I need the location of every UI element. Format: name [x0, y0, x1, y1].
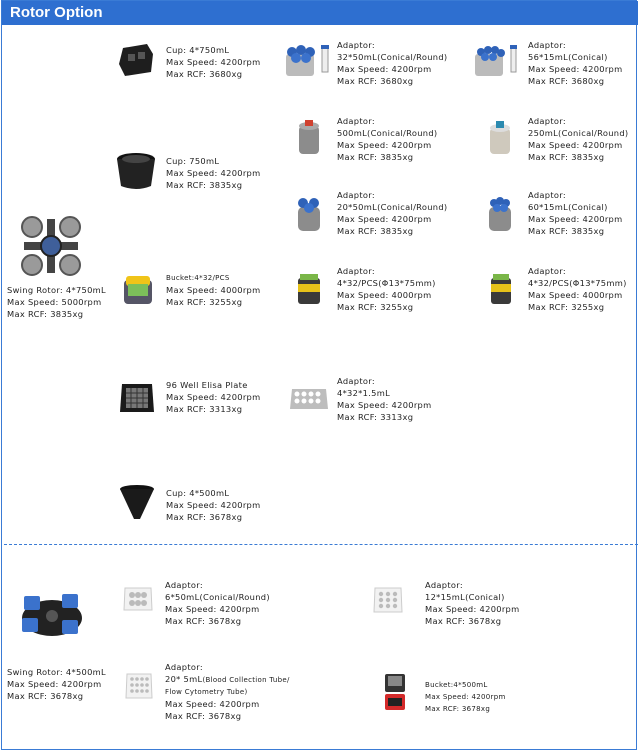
rotor-speed: Max Speed: 4200rpm [7, 679, 102, 689]
cup-4x500-specs [166, 487, 261, 523]
item-rcf: Max RCF: 3835xg [337, 152, 414, 162]
item-rcf: Max RCF: 3835xg [528, 226, 605, 236]
item-speed: Max Speed: 4200rpm [165, 604, 260, 614]
item-rcf: Max RCF: 3678xg [166, 512, 243, 522]
item-name-detail: (Blood Collection Tube/ [202, 676, 290, 684]
item-name: Bucket:4*32/PCS [166, 274, 230, 282]
adaptor-250-specs [528, 115, 628, 163]
item-rcf: Max RCF: 3680xg [528, 76, 605, 86]
item-rcf: Max RCF: 3255xg [166, 297, 243, 307]
item-speed: Max Speed: 4200rpm [425, 604, 520, 614]
item-speed: Max Speed: 4200rpm [337, 214, 432, 224]
item-speed: Max Speed: 4000rpm [166, 285, 261, 295]
elisa-plate-image [118, 380, 156, 416]
adaptor-250-image [486, 118, 514, 156]
adaptor-20x5-image [124, 670, 154, 702]
item-name: Bucket:4*500mL [425, 681, 488, 689]
cup-750-specs [166, 155, 261, 191]
item-rcf: Max RCF: 3678xg [425, 616, 502, 626]
item-speed: Max Speed: 4000rpm [528, 290, 623, 300]
item-type: Adaptor: [165, 662, 203, 672]
item-type: Adaptor: [528, 116, 566, 126]
item-speed: Max Speed: 4200rpm [528, 214, 623, 224]
item-rcf: Max RCF: 3255xg [528, 302, 605, 312]
item-rcf: Max RCF: 3313xg [337, 412, 414, 422]
item-name: 6*50mL(Conical/Round) [165, 592, 270, 602]
cup-4x750-image [117, 40, 155, 78]
adaptor-6x50-specs [165, 579, 270, 627]
item-type: Adaptor: [337, 40, 375, 50]
item-rcf: Max RCF: 3835xg [337, 226, 414, 236]
item-type: Adaptor: [337, 376, 375, 386]
adaptor-32x50-specs [337, 39, 447, 87]
item-type: Adaptor: [425, 580, 463, 590]
swing-rotor-500-image [18, 582, 86, 644]
cup-4x500-image [118, 483, 156, 523]
section-header [2, 1, 638, 25]
elisa-plate-specs [166, 379, 261, 415]
item-speed: Max Speed: 4200rpm [166, 500, 261, 510]
adaptor-20x5-specs [165, 661, 290, 722]
item-name: 4*32/PCS(Φ13*75mm) [528, 278, 627, 288]
item-rcf: Max RCF: 3680xg [337, 76, 414, 86]
item-speed: Max Speed: 4200rpm [166, 168, 261, 178]
rotor-rcf: Max RCF: 3835xg [7, 309, 84, 319]
item-name-detail-2: Flow Cytometry Tube) [165, 688, 248, 696]
item-speed: Max Speed: 4200rpm [425, 693, 506, 701]
rotor-option-panel [1, 0, 637, 750]
rotor-speed: Max Speed: 5000rpm [7, 297, 102, 307]
item-rcf: Max RCF: 3313xg [166, 404, 243, 414]
item-speed: Max Speed: 4200rpm [528, 64, 623, 74]
item-rcf: Max RCF: 3678xg [425, 705, 491, 713]
item-name: 12*15mL(Conical) [425, 592, 505, 602]
adaptor-60x15-specs [528, 189, 623, 237]
adaptor-1.5ml-image [288, 383, 330, 413]
adaptor-56x15-specs [528, 39, 623, 87]
item-rcf: Max RCF: 3680xg [166, 69, 243, 79]
swing-rotor-750-image [20, 215, 82, 277]
item-speed: Max Speed: 4200rpm [166, 392, 261, 402]
adaptor-12x15-specs [425, 579, 520, 627]
adaptor-500-specs [337, 115, 437, 163]
item-rcf: Max RCF: 3255xg [337, 302, 414, 312]
adaptor-6x50-image [122, 584, 154, 614]
rotor-name: Swing Rotor: 4*750mL [7, 285, 106, 295]
item-speed: Max Speed: 4200rpm [528, 140, 623, 150]
item-name: 20*50mL(Conical/Round) [337, 202, 448, 212]
adaptor-32x50-image [284, 42, 334, 78]
section-divider [4, 544, 638, 545]
item-name: 56*15mL(Conical) [528, 52, 608, 62]
item-type: Adaptor: [528, 266, 566, 276]
bucket-4x32-specs [166, 272, 261, 308]
item-speed: Max Speed: 4200rpm [337, 400, 432, 410]
adaptor-4x32-specs [337, 265, 436, 313]
item-name: 250mL(Conical/Round) [528, 128, 629, 138]
item-name: 20* 5mL [165, 674, 203, 684]
item-type: Adaptor: [337, 116, 375, 126]
item-speed: Max Speed: 4000rpm [337, 290, 432, 300]
rotor-500-specs [7, 666, 106, 702]
item-name: 96 Well Elisa Plate [166, 380, 248, 390]
item-speed: Max Speed: 4200rpm [166, 57, 261, 67]
item-name: Cup: 4*500mL [166, 488, 230, 498]
adaptor-4x32-image [295, 272, 323, 308]
adaptor-20x50-image [294, 195, 324, 233]
adaptor-4x32-b-image [488, 272, 514, 308]
item-type: Adaptor: [337, 266, 375, 276]
bucket-4x32-image [120, 272, 156, 308]
rotor-rcf: Max RCF: 3678xg [7, 691, 84, 701]
item-name: 32*50mL(Conical/Round) [337, 52, 448, 62]
adaptor-56x15-image [473, 42, 523, 78]
item-rcf: Max RCF: 3678xg [165, 616, 242, 626]
adaptor-20x50-specs [337, 189, 447, 237]
bucket-4x500-specs [425, 679, 506, 715]
item-type: Adaptor: [165, 580, 203, 590]
adaptor-12x15-image [372, 584, 404, 616]
item-name: 4*32/PCS(Φ13*75mm) [337, 278, 436, 288]
item-name: Cup: 4*750mL [166, 45, 230, 55]
adaptor-500-image [295, 118, 323, 156]
item-rcf: Max RCF: 3835xg [166, 180, 243, 190]
item-name: 500mL(Conical/Round) [337, 128, 438, 138]
cup-4x750-specs [166, 44, 261, 80]
item-name: 4*32*1.5mL [337, 388, 391, 398]
bucket-4x500-image [382, 672, 408, 714]
item-rcf: Max RCF: 3835xg [528, 152, 605, 162]
item-speed: Max Speed: 4200rpm [337, 140, 432, 150]
rotor-750-specs [7, 284, 106, 320]
item-rcf: Max RCF: 3678xg [165, 711, 242, 721]
item-type: Adaptor: [528, 40, 566, 50]
adaptor-4x32-b-specs [528, 265, 627, 313]
item-speed: Max Speed: 4200rpm [337, 64, 432, 74]
page-title: Rotor Option [10, 4, 103, 21]
adaptor-60x15-image [485, 195, 515, 233]
item-speed: Max Speed: 4200rpm [165, 699, 260, 709]
adaptor-1.5ml-specs [337, 375, 432, 423]
cup-750-image [115, 150, 157, 192]
item-name: 60*15mL(Conical) [528, 202, 608, 212]
item-type: Adaptor: [528, 190, 566, 200]
rotor-name: Swing Rotor: 4*500mL [7, 667, 106, 677]
item-name: Cup: 750mL [166, 156, 220, 166]
item-type: Adaptor: [337, 190, 375, 200]
